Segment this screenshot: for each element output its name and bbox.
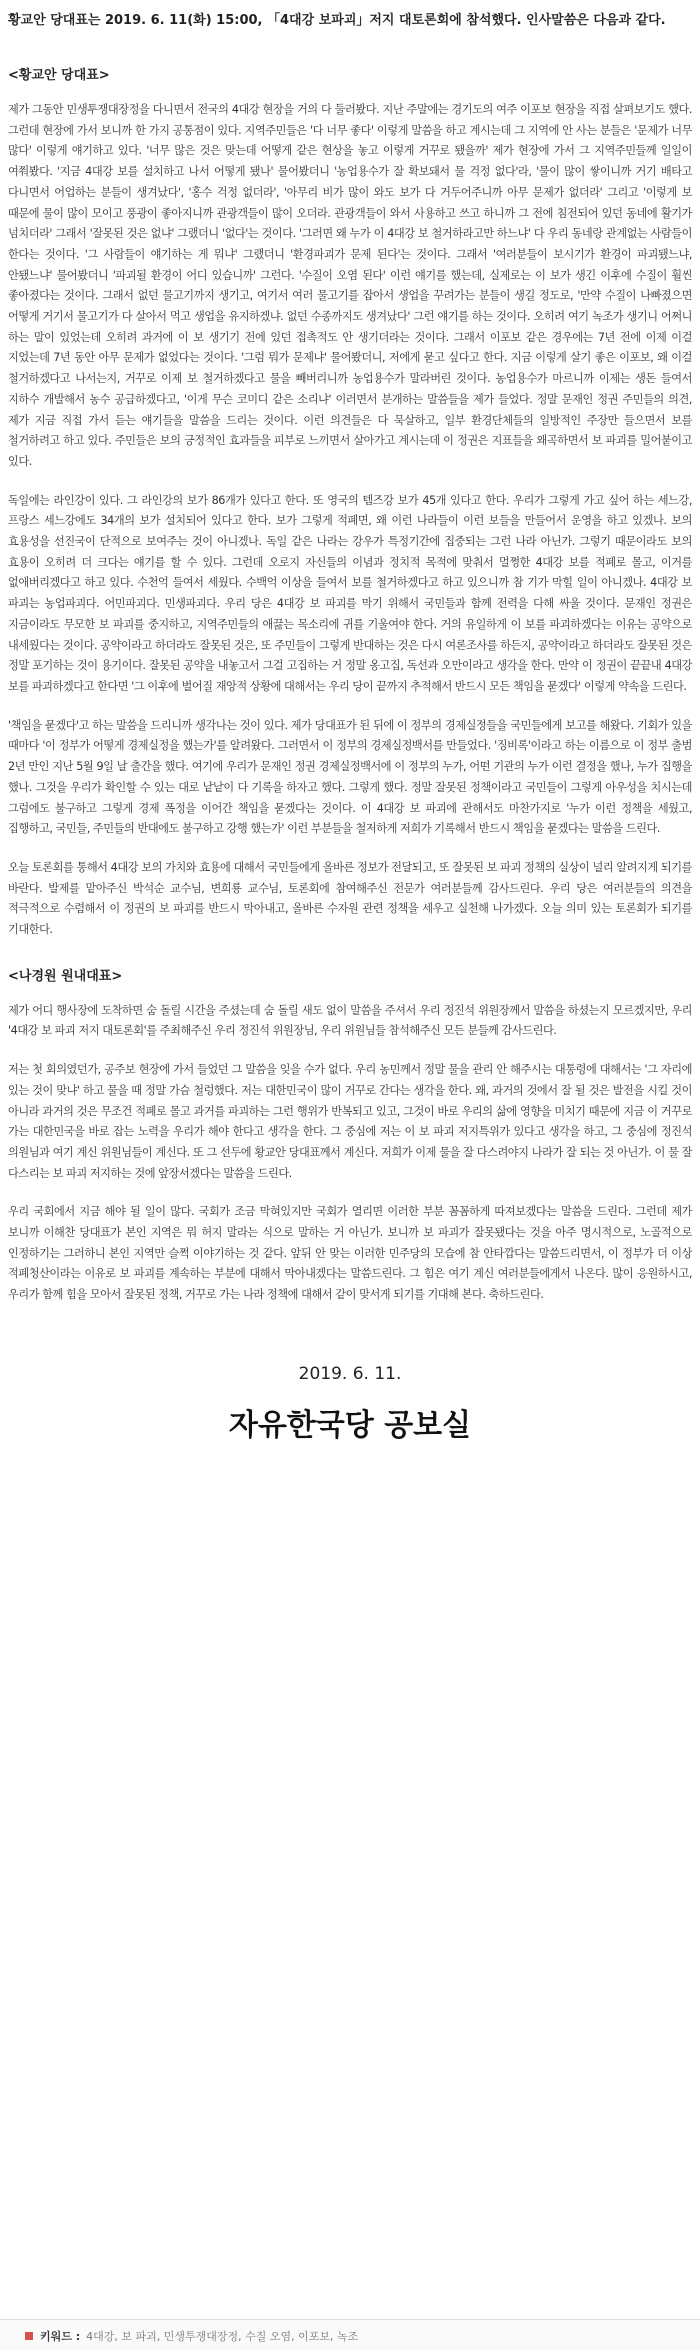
- hwang-paragraph: 독일에는 라인강이 있다. 그 라인강의 보가 86개가 있다고 한다. 또 영국의 템즈강 보가 45개 있다고 한다. 우리가 그렇게 가고 싶어 하는 세느강, 프랑스 세느강에도 34개의 보가 설치되어 있다고 한다. 보가 그렇게 적폐면, 왜 이런 나라들이 이런 보들을 만들어서 운영을 하고 있겠나. 보의 효용성을 선진국이 단적으로 보여주는 것이 아니겠나. 독일 같은 나라는 강우가 특정기간에 집중되는 그런 나라 아닌가. 그렇기 때문이라도 보의 효용이 오히려 더 크다는 얘기를 할 수 있다. 그런데 오로지 자신들의 이념과 정치적 목적에 맞춰서 멀쩡한 4대강 보를 적폐로 몰고, 이거를 없애버리겠다고 하고 있다. 수천억 들여서 세웠다. 수백억 이상을 들여서 보를 철거하겠다고 하고 있으니까 참 기가 막힐 일이 아니겠나. 4대강 보 파괴는 농업파괴다. 어민파괴다. 민생파괴다. 우리 당은 4대강 보 파괴를 막기 위해서 국민들과 함께 전력을 다해 싸울 것이다. 문재인 정권은 지금이라도 무모한 보 파괴를 중지하고, 지역주민들의 애끓는 목소리에 귀를 기울여야 한다. 거의 유일하게 이 보를 파괴하겠다는 이유는 공약으로 내세웠다는 것이다. 공약이라고 하더라도 잘못된 것은, 또 주민들이 그렇게 반대하는 것은 다시 여론조사를 하든지, 공약이라고 하더라도 잘못된 것은 정말 포기하는 것이 용기이다. 잘못된 공약을 내놓고서 그걸 고집하는 거 정말 옹고집, 독선과 오만이라고 생각을 한다. 만약 이 정권이 끝끝내 4대강 보를 파괴하겠다고 한다면 '그 이후에 벌어질 재앙적 상황에 대해서는 우리 당이 끝까지 추적해서 반드시 모든 책임을 묻겠다' 이렇게 약속을 드린다.: [8, 493, 692, 693]
- organization-name: 자유한국당 공보실: [228, 1407, 472, 1443]
- keyword-label: 키워드 :: [40, 2329, 81, 2343]
- tag-icon: [24, 2331, 34, 2341]
- keyword-bar: [0, 2319, 700, 2351]
- release-date: 2019. 6. 11.: [298, 1363, 402, 1384]
- na-paragraph: 저는 첫 회의였던가, 공주보 현장에 가서 들었던 그 말씀을 잊을 수가 없다. 우리 농민께서 정말 물을 관리 안 해주시는 대통령에 대해서는 '그 자리에 있는 것이 맞냐' 하고 물을 때 정말 가슴 철렁했다. 저는 대한민국이 많이 거꾸로 간다는 생각을 한다. 왜, 과거의 것에서 잘 될 것은 발전을 시킬 것이 아니라 과거의 것은 무조건 적폐로 몰고 과거를 파괴하는 그런 행위가 반복되고 있고, 그것이 바로 우리의 삶에 영향을 미치기 때문에 지금 이 거꾸로 가는 대한민국을 바로 잡는 노력을 우리가 해야 한다고 생각을 한다. 그 중심에 저는 이 보 파괴 저지특위가 있다고 생각을 하고, 그 중심에 정진석 의원님과 여기 계신 위원님들이 계신다. 또 그 선두에 황교안 당대표께서 계신다. 저희가 이제 물을 잘 다스려야지 나라가 잘 되는 것 아닌가. 이 물 잘 다스리는 보 파괴 저지하는 것에 앞장서겠다는 말씀을 드린다.: [8, 1063, 692, 1180]
- speaker-heading-hwang: <황교안 당대표>: [8, 68, 110, 83]
- na-paragraph: 우리 국회에서 지금 해야 될 일이 많다. 국회가 조금 막혀있지만 국회가 열리면 이러한 부분 꼼꼼하게 따져보겠다는 말씀을 드린다. 그런데 제가 보니까 이해찬 당대표가 본인 지역은 뭐 허지 말라는 식으로 말하는 거 아닌가. 보니까 보 파괴가 잘못됐다는 것을 아주 명시적으로, 노골적으로 인정하기는 그러하니 본인 지역만 슬쩍 이야기하는 것 같다. 앞뒤 안 맞는 이러한 민주당의 모습에 참 안타깝다는 말씀드리면서, 이 정부가 더 이상 적폐청산이라는 이유로 보 파괴를 계속하는 부분에 대해서 막아내겠다는 말씀드린다. 그 힘은 여기 계신 여러분들에게서 나온다. 많이 응원하시고, 우리가 함께 힘을 모아서 잘못된 정책, 거꾸로 가는 나라 정책에 대해서 같이 맞서게 되기를 기대해 본다. 축하드린다.: [8, 1205, 692, 1302]
- hwang-paragraph: '책임을 묻겠다'고 하는 말씀을 드리니까 생각나는 것이 있다. 제가 당대표가 된 뒤에 이 정부의 경제실정들을 국민들에게 보고를 해왔다. 기회가 있을 때마다 '이 정부가 어떻게 경제실정을 했는가'를 알려왔다. 그러면서 이 정부의 경제실정백서를 만들었다. '징비록'이라고 하는 이름으로 이 정부 출범 2년 만인 지난 5월 9일 날 출간을 했다. 여기에 우리가 문재인 정권 경제실정백서에 이 정부의 누가, 어떤 기관의 누가 이런 결정을 했나, 누가 집행을 했나. 그것을 우리가 확인할 수 있는 대로 낱낱이 다 기록을 하자고 했다. 그렇게 했다. 정말 잘못된 정책이라고 국민들이 그렇게 아우성을 치시는데 그럼에도 불구하고 그렇게 경제 폭정을 이어간 책임을 묻겠다는 것이다. 이 4대강 보 파괴에 관해서도 마찬가지로 '누가 이런 정책을 세웠고, 집행하고, 국민들, 주민들의 반대에도 불구하고 강행 했는가' 이런 부분들을 철저하게 저희가 기록해서 반드시 책임을 묻겠다는 말씀을 드린다.: [8, 718, 692, 836]
- speaker-heading-na: <나경원 원내대표>: [8, 968, 123, 984]
- intro-text: 황교안 당대표는 2019. 6. 11(화) 15:00, 「4대강 보파괴」저지 대토론회에 참석했다. 인사말씀은 다음과 같다.: [8, 13, 666, 28]
- hwang-paragraph: 제가 그동안 민생투쟁대장정을 다니면서 전국의 4대강 현장을 거의 다 둘러봤다. 지난 주말에는 경기도의 여주 이포보 현장을 직접 살펴보기도 했다. 그런데 현장에 가서 보니까 한 가지 공통점이 있다. 지역주민들은 '다 너무 좋다' 이렇게 말씀을 하고 계시는데 그 지역에 안 사는 분들은 '문제가 너무 많다' 이렇게 얘기하고 있다. '너무 많은 것은 맞는데 어떻게 같은 현상을 놓고 이렇게 거꾸로 됐을까' 제가 현장에 가서 그 지역주민들께 일일이 여쭤봤다. '지금 4대강 보를 설치하고 나서 어떻게 됐나' 물어봤더니 '농업용수가 잘 확보돼서 물 걱정 없다'라, '물이 많이 쌓이니까 거기 배타고 다니면서 어업하는 분들이 생겨났다', '홍수 걱정 없더라', '아무리 비가 많이 와도 보가 다 거두어주니까 아무 문제가 없더라' 그리고 '이렇게 보 때문에 물이 많이 모이고 풍광이 좋아지니까 관광객들이 많이 오더라. 관광객들이 와서 사용하고 쓰고 하니까 그 전에 침전되어 있던 동네에 활기가 넘치더라' 그래서 '잘못된 것은 없냐' 그랬더니 '없다'는 것이다. '그러면 왜 누가 이 4대강 보 철거하라고만 하느냐' 다 우리 동네랑 관계없는 사람들이 한다는 것이다. '그 사람들이 얘기하는 게 뭐냐' 그랬더니 '환경파괴가 문제 된다'는 것이다. 그래서 '여러분들이 보시기가 환경이 파괴됐느냐, 안됐느냐' 물어봤더니 '파괴될 환경이 어디 있습니까' 그런다. '수질이 오염 된다' 이런 얘기를 했는데, 실제로는 이 보가 생긴 이후에 수질이 훨씬 좋아졌다는 것이다. 그래서 없던 물고기까지 생기고, 여기서 여러 물고기를 잡아서 생업을 꾸려가는 분들이 생길 정도로, '만약 수질이 나빠졌으면 어떻게 거기서 물고기가 다 살아서 먹고 생업을 유지하겠냐. 없던 수종까지도 생겨났다' 그런 얘기를 하는 것이다. 오히려 여기 녹조가 생기니 어쩌니 하는 말이 있었는데 오히려 과거에 이 보 생기기 전에 있던 접촉적도 안 생기더라는 것이다. 그래서 이포보 같은 경우에는 7년 전에 이제 이걸 지었는데 7년 동안 아무 문제가 없었다는 것이다. '그럼 뭐가 문제냐' 물어봤더니, 저에게 묻고 싶다고 한다. 지금 이렇게 살기 좋은 이포보, 왜 이걸 철거하겠다고 나서는지, 거꾸로 이제 보 철거하겠다고 물을 빼버리니까 농업용수가 말라버린 것이다. 농업용수가 마르니까 이제는 생돈 들여서 지하수 개발해서 농수 공급하겠다고, '이게 무슨 코미디 같은 소리냐' 이러면서 분개하는 말씀들을 제가 들었다. 정말 문재인 정권 주민들의 의견, 제가 지금 직접 가서 듣는 얘기들을 말씀을 드리는 것이다. 이런 의견들은 다 묵살하고, 일부 환경단체들의 일방적인 주장만 들으면서 보를 철거하려고 하고 있다. 주민들은 보의 긍정적인 효과들을 피부로 느끼면서 살아가고 계시는데 이 정권은 지표들을 왜곡하면서 보 파괴를 밀어붙이고 있다.: [8, 103, 692, 468]
- hwang-paragraph: 오늘 토론회를 통해서 4대강 보의 가치와 효용에 대해서 국민들에게 올바른 정보가 전달되고, 또 잘못된 보 파괴 정책의 실상이 널리 알려지게 되기를 바란다. 발제를 맡아주신 박석순 교수님, 변희룡 교수님, 토론회에 참여해주신 전문가 여러분들께 감사드린다. 우리 당은 여러분들의 의견을 적극적으로 수렴해서 이 정권의 보 파괴를 반드시 막아내고, 올바른 수자원 관련 정책을 세우고 실천해 나가겠다. 오늘 의미 있는 토론회가 되기를 기대한다.: [8, 860, 692, 937]
- na-paragraph: 제가 어디 행사장에 도착하면 숨 돌릴 시간을 주셨는데 숨 돌릴 새도 없이 말씀을 주셔서 우리 정진석 위원장께서 말씀을 하셨는지 모르겠지만, 우리 '4대강 보 파괴 저지 대토론회'를 주최해주신 우리 정진석 위원장님, 우리 위원님들 참석해주신 모든 분들께 감사드린다.: [8, 1003, 692, 1038]
- keyword-list[interactable]: 4대강, 보 파괴, 민생투쟁대장정, 수질 오염, 이포보, 녹조: [86, 2329, 359, 2343]
